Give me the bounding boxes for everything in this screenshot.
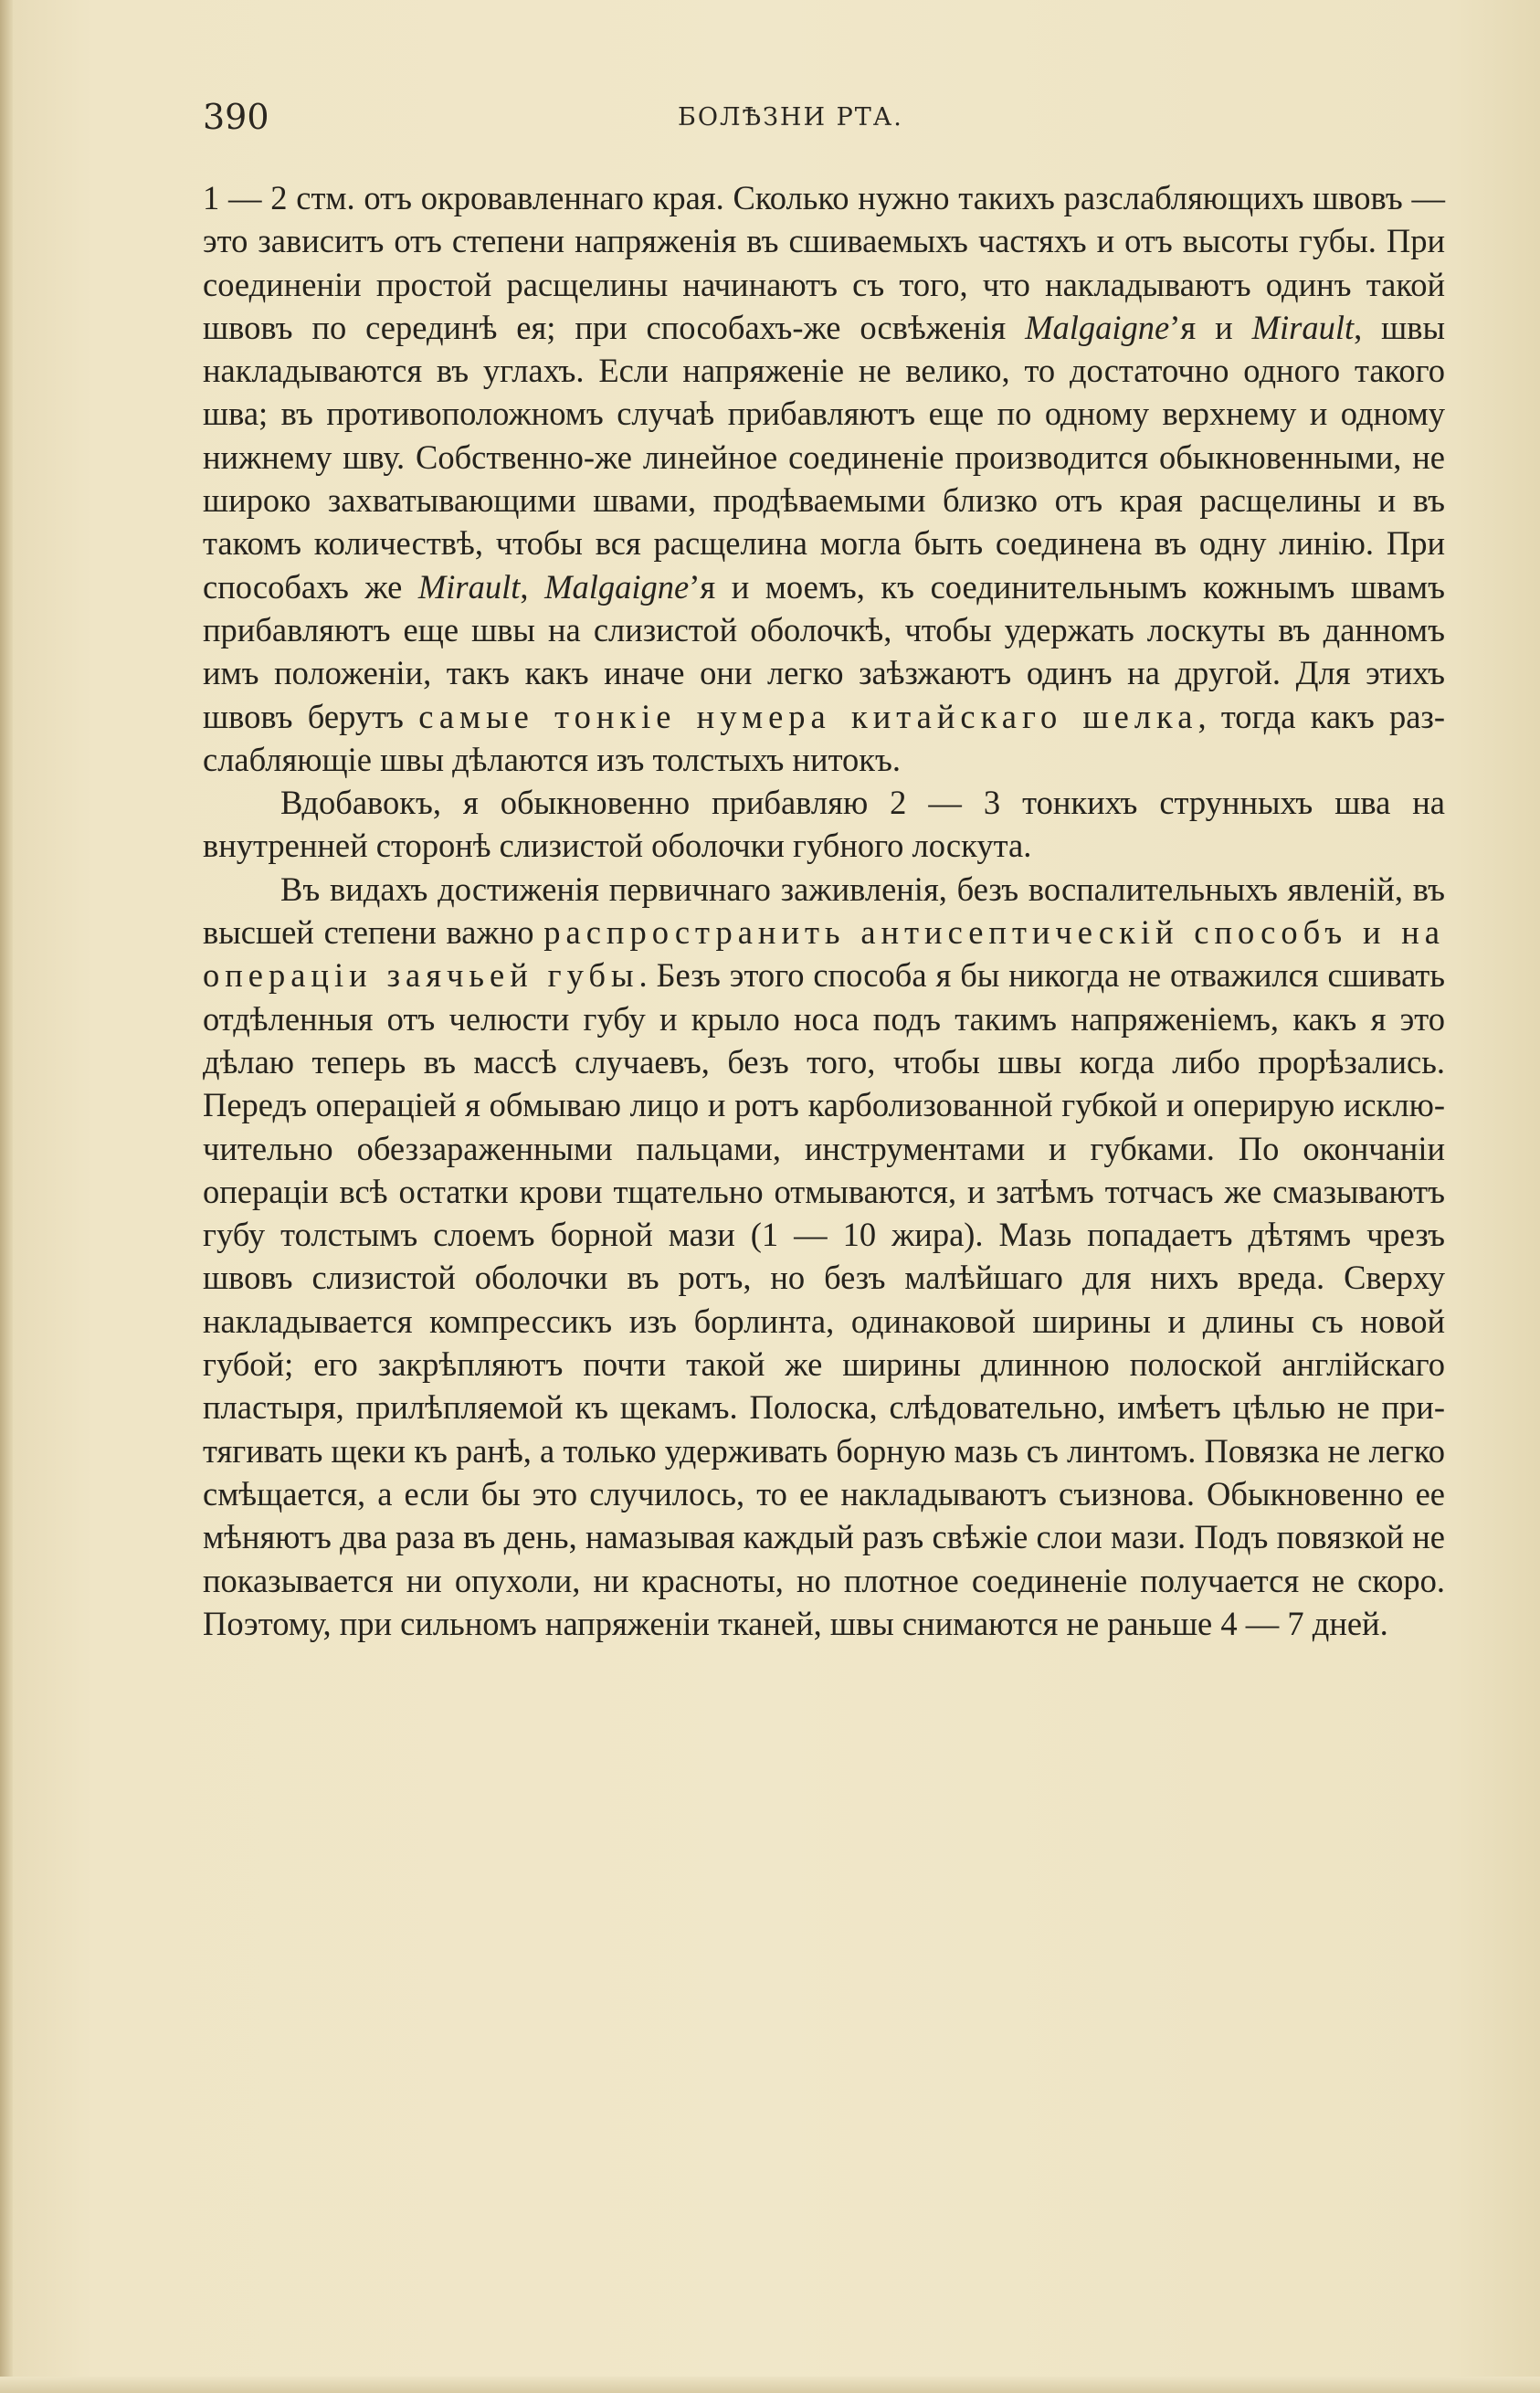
spaced-emphasis: распространить антисептическій способъ и на операціи заячьей губы [203,913,1446,995]
text-run: ’я и моемъ, къ соединительнымъ кожнымъ швамъ прибавляютъ еще швы на слизистой оболочкѣ, чтобы удержать лоскуты въ данномъ имъ положеніи, такъ какъ иначе они легко заѣзжаютъ одинъ на другой. Для этихъ швовъ берутъ [203,567,1445,735]
page-header [203,90,1445,144]
running-title: БОЛѢЗНИ РТА. [678,103,903,132]
main-text [203,176,1445,1645]
author-name: Malgaigne [544,567,690,606]
text-run: ’я и [1169,308,1252,346]
text-run: , тогда какъ разслабляющіе швы дѣлаются изъ толстыхъ нитокъ. [203,697,1445,778]
text-run: Вдобавокъ, я обыкновенно прибавляю 2 — 3 тонкихъ струнныхъ шва на внутренней сторонѣ слизистой оболочки губного лоскута. [203,784,1445,865]
page-bottom-edge [0,2377,1540,2393]
page-number: 390 [203,97,269,137]
text-run: , [520,567,545,606]
text-run: , швы накладываются въ углахъ. Если напряженіе не велико, то достаточно одного такого шва; въ противоположномъ случаѣ прибавляютъ еще по одному верхнему и одному нижнему шву. Собственно-же линейное соединеніе производится обыкновенными, не широко захватывающими швами, продѣваемыми близко отъ края расщелины и въ такомъ количествѣ, чтобы вся расщелина могла быть соединена въ одну линію. При способахъ же [203,308,1446,606]
text-run: . Безъ этого способа я бы никогда не отважился сшивать отдѣленныя отъ челюсти губу и крыло носа подъ такимъ напряженіемъ, какъ я это дѣлаю теперь въ массѣ случаевъ, безъ того, чтобы швы когда либо прорѣзались. Передъ операціей я обмываю лицо и ротъ карболизованной губкой и оперирую исключительно обеззараженными пальцами, инструментами и губками. По окончаніи операціи всѣ остатки крови тщательно отмываются, и затѣмъ тотчасъ же смазываютъ губу толстымъ слоемъ борной мази (1 — 10 жира). Мазь попадаетъ дѣтямъ чрезъ швовъ слизистой оболочки въ ротъ, но безъ малѣйшаго для нихъ вреда. Сверху накладывается компрессикъ изъ борлинта, одинаковой ширины и длины съ новой губой; его закрѣпляютъ почти такой же ширины длинною полоской англійскаго пластыря, прилѣпляемой къ щекамъ. Полоска, слѣдовательно, имѣетъ цѣлью не притягивать щеки къ ранѣ, а только удерживать борную мазь съ линтомъ. Повязка не легко смѣщается, а если бы это случилось, то ее накладываютъ съизнова. Обыкновенно ее мѣняютъ два раза въ день, намазывая каждый разъ свѣжіе слои мази. Подъ повязкой не показывается ни опухоли, ни красноты, но плотное соединеніе получается не скоро. Поэтому, при сильномъ напряженіи тканей, швы снимаются не раньше 4 — 7 дней. [203,956,1445,1642]
author-name: Mirault [417,567,521,606]
spaced-emphasis: самые тонкіе нумера китайскаго шелка [418,697,1198,735]
text-run: Въ видахъ достиженія первичнаго заживленія, безъ воспалительныхъ явленій, въ высшей степени важно [203,870,1445,952]
page-spine-shadow [0,0,13,2393]
paragraph-3 [203,868,1445,1645]
author-name: Mirault [1251,308,1355,346]
author-name: Malgaigne [1025,308,1170,346]
paragraph-2 [203,781,1445,868]
text-run: 1 — 2 стм. отъ окровавленнаго края. Сколько нужно такихъ разслабляющихъ швовъ — это зависитъ отъ степени напряженія въ сшиваемыхъ частяхъ и отъ высоты губы. При соединеніи простой расщелины начинаютъ съ того, что накладываютъ одинъ такой швовъ по серединѣ ея; при способахъ-же освѣженія [203,179,1445,346]
paragraph-1 [203,176,1445,781]
